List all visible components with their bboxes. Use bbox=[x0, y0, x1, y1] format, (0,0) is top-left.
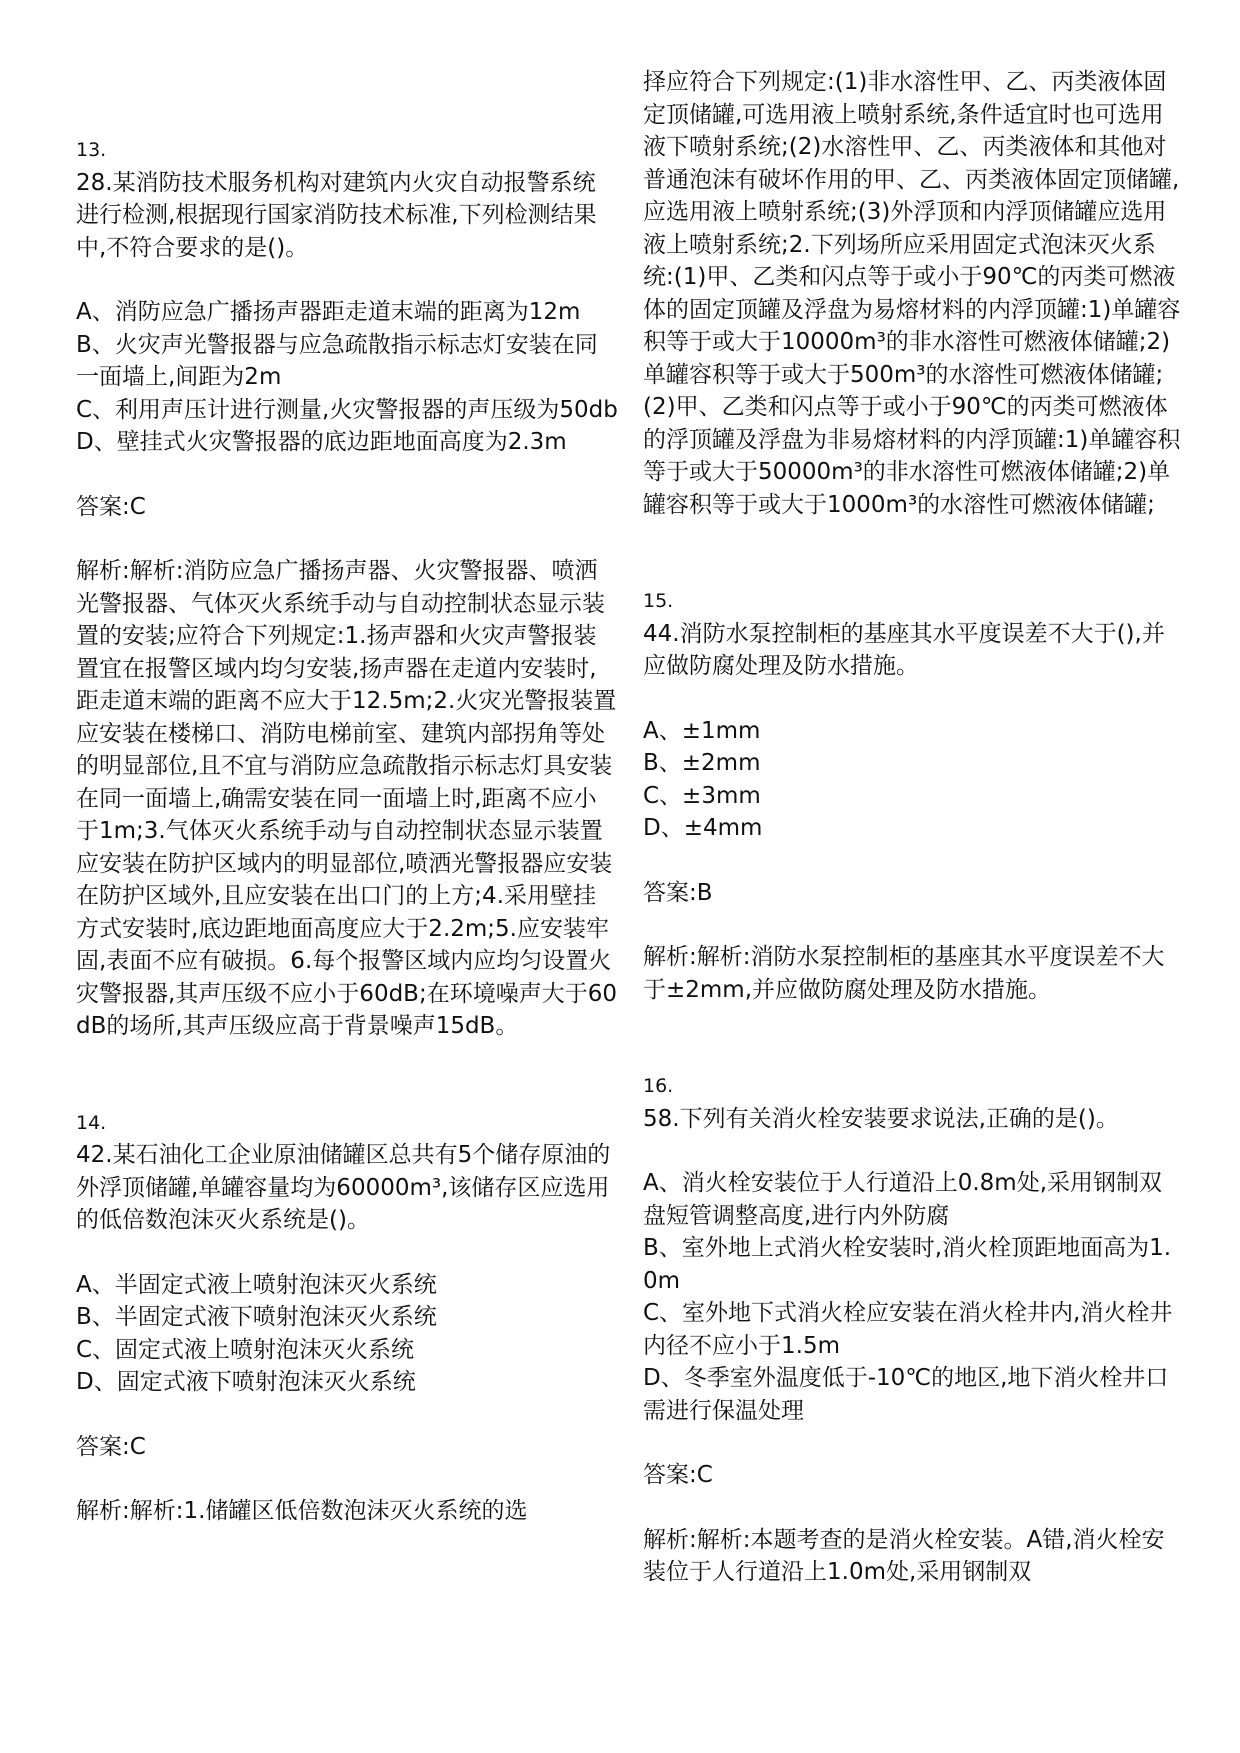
question-13 bbox=[76, 134, 618, 1043]
option-a: A、±1mm bbox=[643, 717, 761, 744]
option-b: B、半固定式液下喷射泡沫灭火系统 bbox=[76, 1304, 437, 1330]
option-d: D、冬季室外温度低于-10℃的地区,地下消火栓井口需进行保温处理 bbox=[643, 1365, 1169, 1424]
option-a: A、消防应急广播扬声器距走道末端的距离为12m bbox=[76, 299, 581, 325]
answer: 答案:B bbox=[643, 879, 713, 906]
option-b: B、±2mm bbox=[643, 750, 761, 776]
question-number: 15. bbox=[643, 590, 674, 612]
question-16 bbox=[643, 1070, 1185, 1589]
question-number: 16. bbox=[643, 1075, 674, 1097]
analysis: 解析:解析:消防应急广播扬声器、火灾警报器、喷洒光警报器、气体灭火系统手动与自动控制状态显示装置的安装;应符合下列规定:1.扬声器和火灾声警报装置宜在报警区域内均匀安装,扬声器在走道内安装时,距走道末端的距离不应大于12.5m;2.火灾光警报装置应安装在楼梯口、消防电梯前室、建筑内部拐角等处的明显部位,且不宜与消防应急疏散指示标志灯具安装在同一面墙上,确需安装在同一面墙上时,距离不应小于1m;3.气体灭火系统手动与自动控制状态显示装置应安装在防护区域内的明显部位,喷洒光警报器应安装在防护区域外,且应安装在出口门的上方;4.采用壁挂方式安装时,底边距地面高度应大于2.2m;5.应安装牢固,表面不应有破损。6.每个报警区域内应均匀设置火灾警报器,其声压级不应小于60dB;在环境噪声大于60dB的场所,其声压级应高于背景噪声15dB。 bbox=[76, 558, 617, 1039]
option-d: D、固定式液下喷射泡沫灭火系统 bbox=[76, 1369, 416, 1395]
option-b: B、室外地上式消火栓安装时,消火栓顶距地面高为1.0m bbox=[643, 1235, 1172, 1294]
analysis: 解析:解析:本题考查的是消火栓安装。A错,消火栓安装位于人行道沿上1.0m处,采用钢制双 bbox=[643, 1526, 1165, 1585]
question-number: 13. bbox=[76, 139, 107, 161]
question-text: 58.下列有关消火栓安装要求说法,正确的是()。 bbox=[643, 1105, 1119, 1132]
question-15 bbox=[643, 585, 1185, 1006]
analysis-continued: 择应符合下列规定:(1)非水溶性甲、乙、丙类液体固定顶储罐,可选用液上喷射系统,条件适宜时也可选用液下喷射系统;(2)水溶性甲、乙、丙类液体和其他对普通泡沫有破坏作用的甲、乙、丙类液体固定顶储罐,应选用液上喷射系统;(3)外浮顶和内浮顶储罐应选用液上喷射系统;2.下列场所应采用固定式泡沫灭火系统:(1)甲、乙类和闪点等于或小于90℃的丙类可燃液体的固定顶罐及浮盘为易熔材料的内浮顶罐:1)单罐容积等于或大于10000m³的非水溶性可燃液体储罐;2)单罐容积等于或大于500m³的水溶性可燃液体储罐;(2)甲、乙类和闪点等于或小于90℃的丙类可燃液体的浮顶罐及浮盘为非易熔材料的内浮顶罐:1)单罐容积等于或大于50000m³的非水溶性可燃液体储罐;2)单罐容积等于或大于1000m³的水溶性可燃液体储罐; bbox=[643, 69, 1181, 518]
answer: 答案:C bbox=[643, 1462, 713, 1488]
option-d: D、±4mm bbox=[643, 815, 763, 841]
option-b: B、火灾声光警报器与应急疏散指示标志灯安装在同一面墙上,间距为2m bbox=[76, 331, 598, 390]
option-c: C、利用声压计进行测量,火灾警报器的声压级为50db bbox=[76, 396, 618, 423]
option-c: C、±3mm bbox=[643, 782, 761, 809]
question-text: 28.某消防技术服务机构对建筑内火灾自动报警系统进行检测,根据现行国家消防技术标准,下列检测结果中,不符合要求的是()。 bbox=[76, 169, 597, 261]
question-text: 44.消防水泵控制柜的基座其水平度误差不大于(),并应做防腐处理及防水措施。 bbox=[643, 620, 1165, 679]
option-d: D、壁挂式火灾警报器的底边距地面高度为2.3m bbox=[76, 429, 567, 455]
option-a: A、消火栓安装位于人行道沿上0.8m处,采用钢制双盘短管调整高度,进行内外防腐 bbox=[643, 1170, 1163, 1229]
option-a: A、半固定式液上喷射泡沫灭火系统 bbox=[76, 1271, 437, 1298]
option-c: C、室外地下式消火栓应安装在消火栓井内,消火栓井内径不应小于1.5m bbox=[643, 1300, 1173, 1359]
answer: 答案:C bbox=[76, 1433, 146, 1460]
left-column bbox=[76, 134, 618, 1528]
answer: 答案:C bbox=[76, 493, 146, 520]
option-c: C、固定式液上喷射泡沫灭火系统 bbox=[76, 1336, 415, 1363]
analysis: 解析:解析:1.储罐区低倍数泡沫灭火系统的选 bbox=[76, 1498, 528, 1524]
question-number: 14. bbox=[76, 1111, 107, 1134]
question-text: 42.某石油化工企业原油储罐区总共有5个储存原油的外浮顶储罐,单罐容量均为60000m³,该储存区应选用的低倍数泡沫灭火系统是()。 bbox=[76, 1142, 611, 1233]
question-14 bbox=[76, 1107, 618, 1528]
analysis: 解析:解析:消防水泵控制柜的基座其水平度误差不大于±2mm,并应做防腐处理及防水措施。 bbox=[643, 944, 1165, 1003]
right-column bbox=[643, 66, 1185, 1589]
